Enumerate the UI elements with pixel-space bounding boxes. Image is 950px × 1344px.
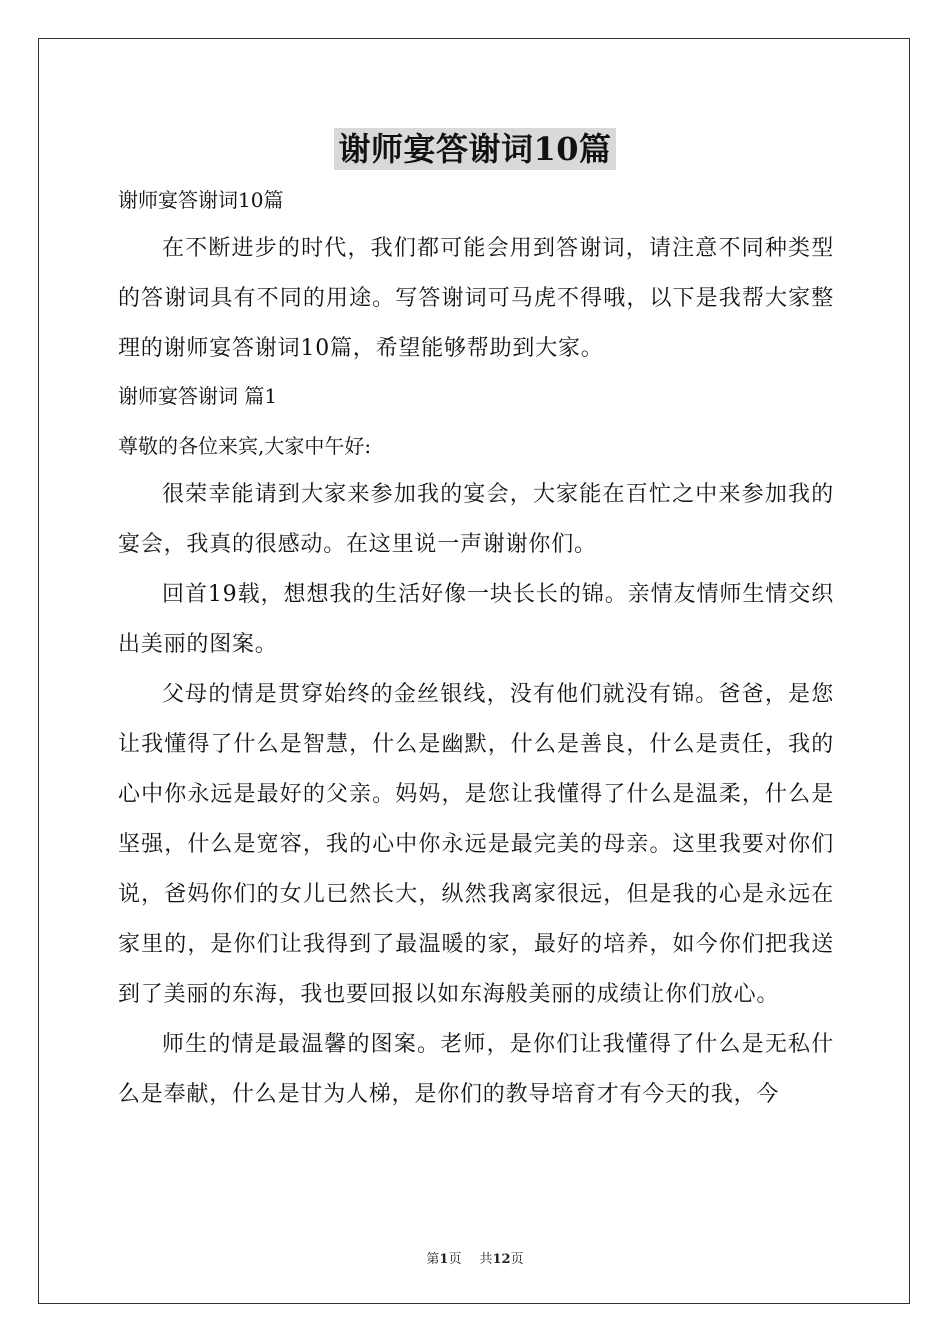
- intro-paragraph: 在不断进步的时代，我们都可能会用到答谢词，请注意不同种类型的答谢词具有不同的用途。写答谢词可马虎不得哦，以下是我帮大家整理的谢师宴答谢词10篇，希望能够帮助到大家。: [118, 236, 834, 361]
- page-number: 1: [439, 1252, 449, 1267]
- page-label-suffix: 页: [448, 1252, 462, 1267]
- title-container: [0, 128, 950, 170]
- page-footer: [0, 1248, 950, 1267]
- subtitle-line: 谢师宴答谢词10篇: [118, 188, 284, 212]
- total-label-prefix: 共: [479, 1252, 493, 1267]
- page-label-prefix: 第: [426, 1252, 440, 1267]
- body-paragraph: 父母的情是贯穿始终的金丝银线，没有他们就没有锦。爸爸，是您让我懂得了什么是智慧，什么是幽默，什么是善良，什么是责任，我的心中你永远是最好的父亲。妈妈，是您让我懂得了什么是温柔，什么是坚强，什么是宽容，我的心中你永远是最完美的母亲。这里我要对你们说，爸妈你们的女儿已然长大，纵然我离家很远，但是我的心是永远在家里的，是你们让我得到了最温暖的家，最好的培养，如今你们把我送到了美丽的东海，我也要回报以如东海般美丽的成绩让你们放心。: [118, 682, 834, 1007]
- document-title: 谢师宴答谢词10篇: [334, 128, 615, 170]
- total-label-suffix: 页: [510, 1252, 524, 1267]
- greeting-line: 尊敬的各位来宾,大家中午好:: [118, 434, 372, 458]
- total-pages: 12: [492, 1252, 511, 1267]
- body-paragraph: 回首19载，想想我的生活好像一块长长的锦。亲情友情师生情交织出美丽的图案。: [118, 582, 834, 657]
- body-paragraph: 很荣幸能请到大家来参加我的宴会，大家能在百忙之中来参加我的宴会，我真的很感动。在这里说一声谢谢你们。: [118, 482, 834, 557]
- body-paragraph: 师生的情是最温馨的图案。老师，是你们让我懂得了什么是无私什么是奉献，什么是甘为人梯，是你们的教导培育才有今天的我，今: [118, 1032, 834, 1107]
- section-heading: 谢师宴答谢词 篇1: [118, 384, 278, 408]
- document-body: [118, 180, 834, 1120]
